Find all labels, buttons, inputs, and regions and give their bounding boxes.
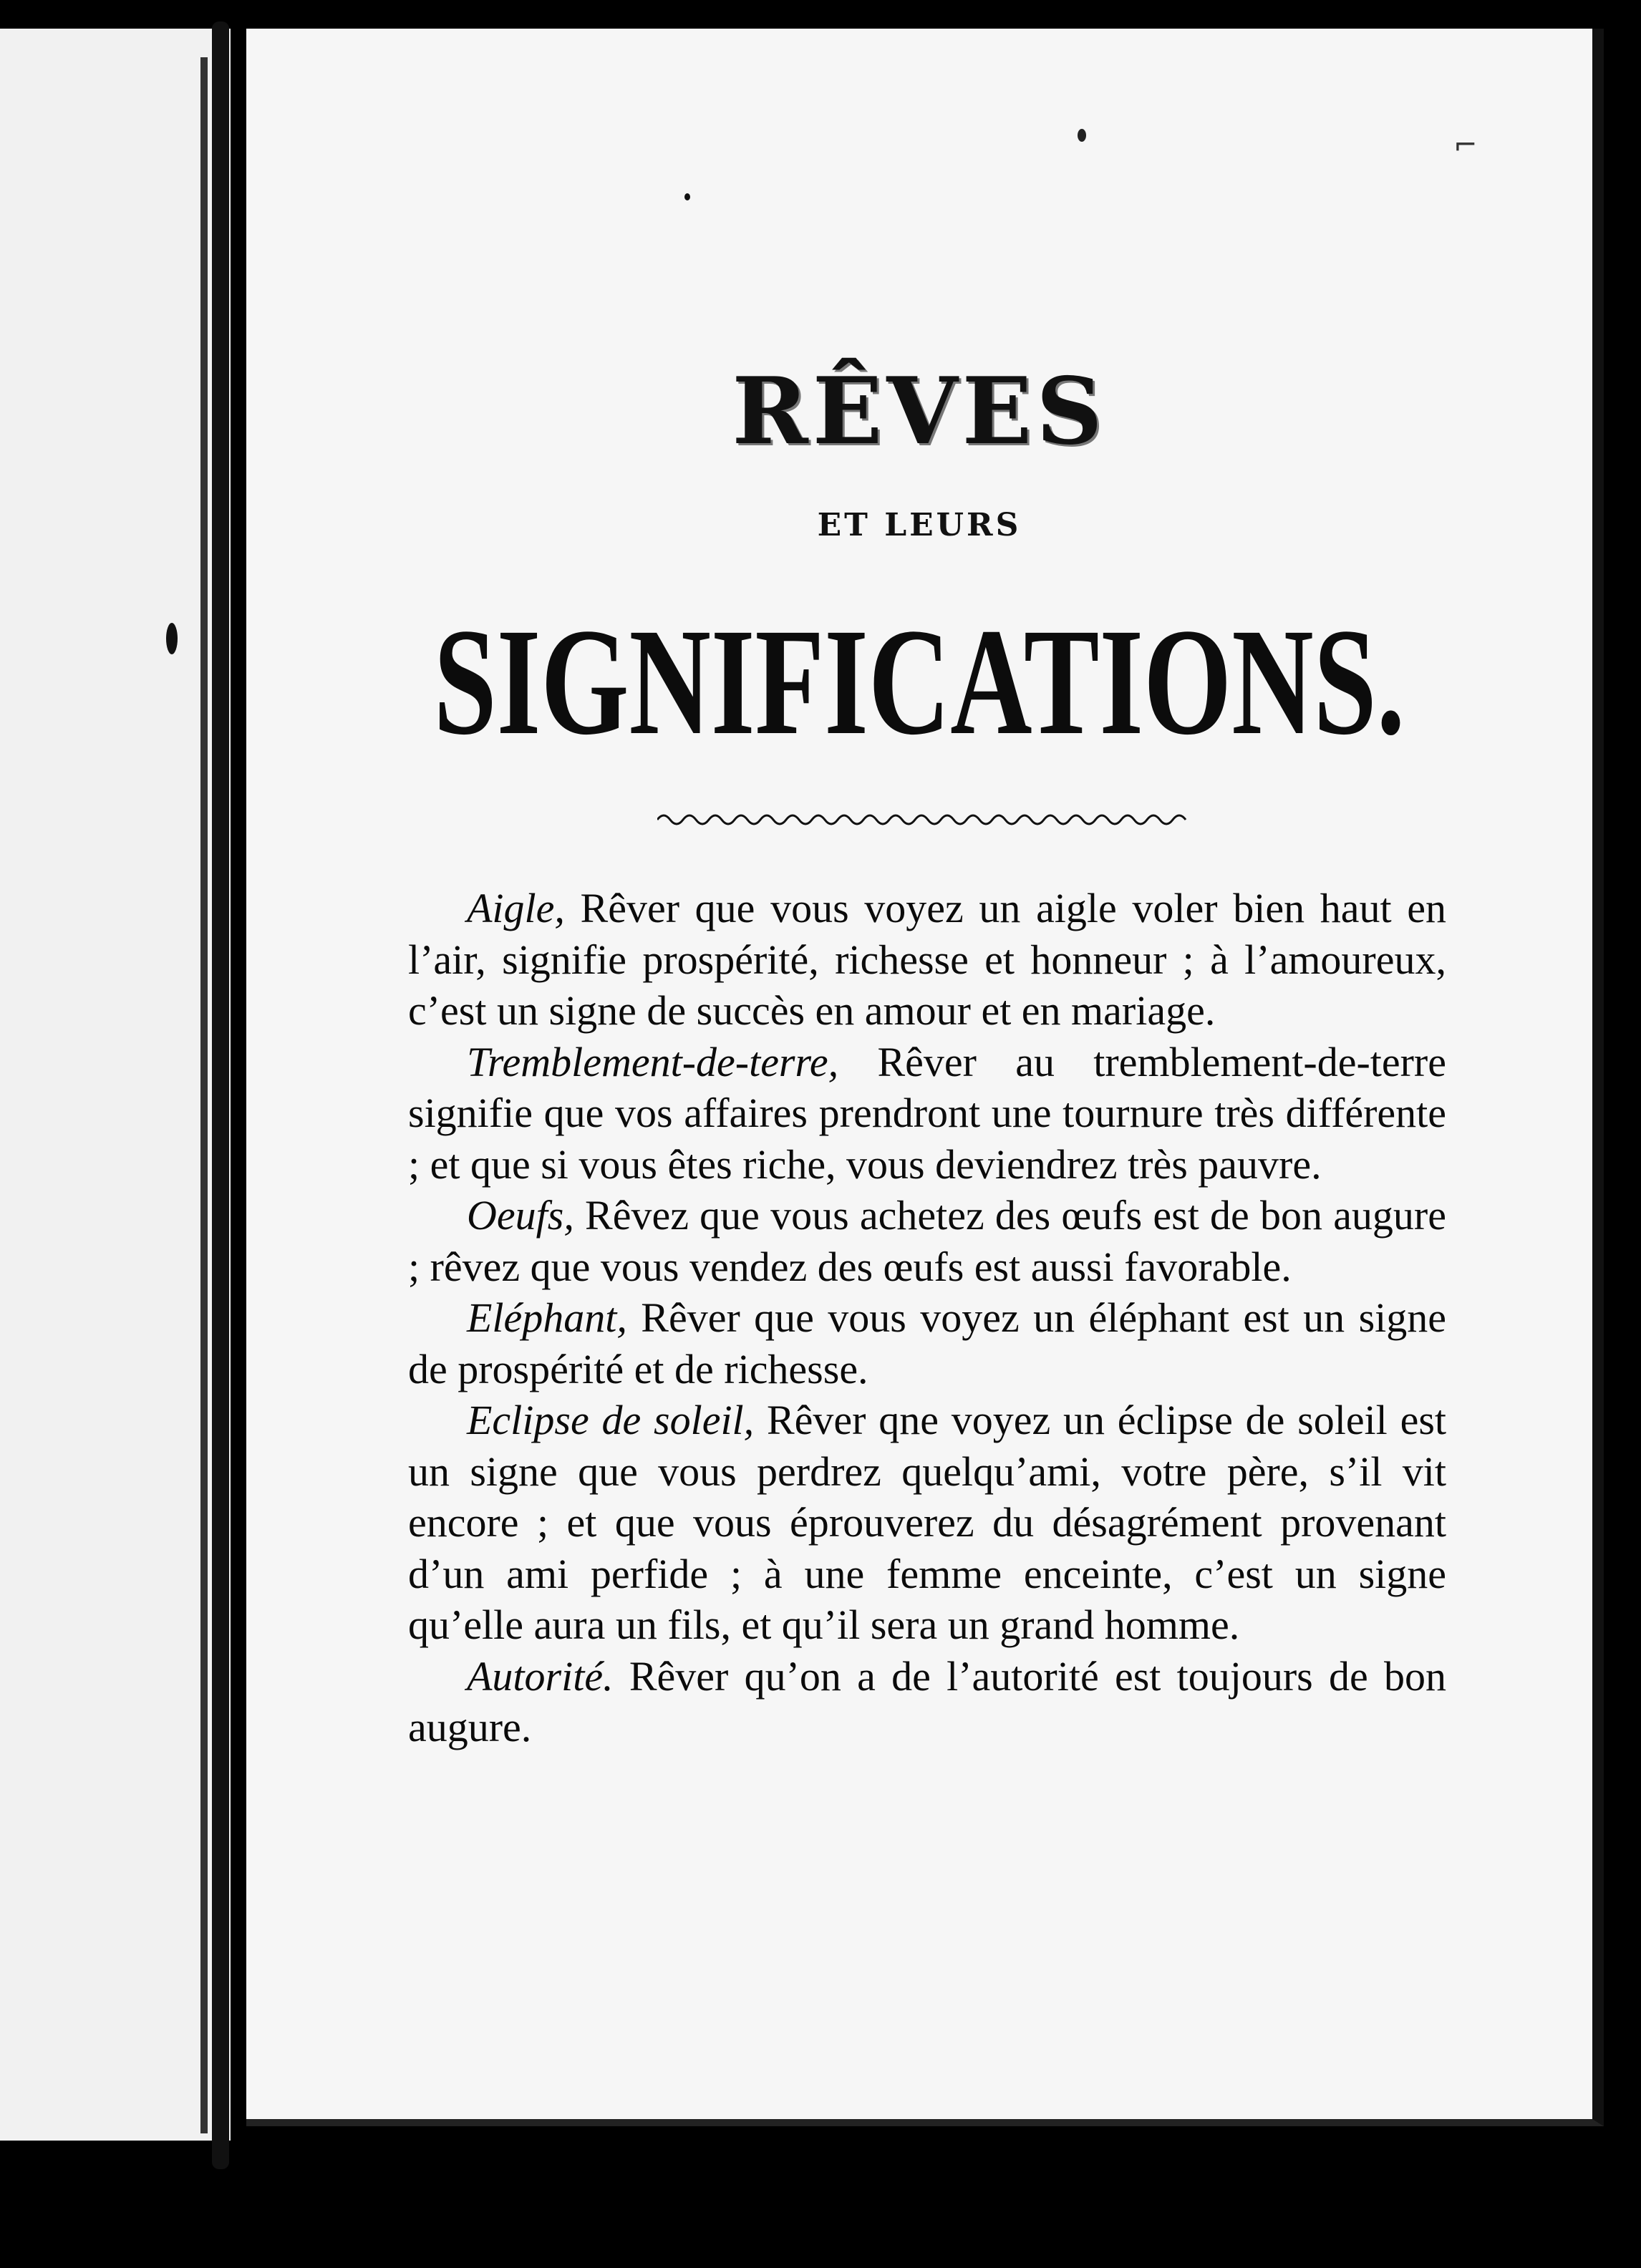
entry-aigle: [408, 883, 1446, 1037]
title-reves: RÊVES: [732, 358, 1107, 465]
entry-term: Eclipse de soleil,: [467, 1397, 755, 1443]
entry-text: Rêver au tremblement-de-terre signifie que vos affaires prendront une tournure très différente ; et que si vous êtes riche, vous deviendrez très pauvre.: [408, 1038, 1446, 1188]
entry-text: Rêver que vous voyez un éléphant est un signe de prospérité et de richesse.: [408, 1294, 1446, 1392]
book-spine: [212, 21, 229, 2169]
spine-shadow: [200, 57, 208, 2133]
entry-elephant: [408, 1292, 1446, 1395]
entry-autorite: [408, 1651, 1446, 1753]
entry-term: Tremblement-de-terre,: [467, 1038, 839, 1085]
wavy-rule-ornament: [657, 809, 1187, 830]
entry-eclipse-de-soleil: [408, 1395, 1446, 1651]
entry-term: Autorité.: [467, 1652, 614, 1700]
entry-text: Rêver qu’on a de l’autorité est toujours de bon augure.: [408, 1652, 1446, 1750]
title-block: [246, 0, 1592, 859]
entry-term: Eléphant,: [467, 1294, 627, 1341]
entry-text: Rêver qne voyez un éclipse de soleil est un signe que vous perdrez quelqu’ami, votre père, s’il vit encore ; et que vous éprouverez du désagrément provenant d’un ami perfide ; à une femme enceinte, c’est un signe qu’elle aura un fils, et qu’il sera un grand homme.: [408, 1397, 1446, 1648]
entry-text: Rêver que vous voyez un aigle voler bien haut en l’air, signifie prospérité, richesse et honneur ; à l’amoureux, c’est un signe de succès en amour et en mariage.: [408, 885, 1446, 1034]
entry-text: Rêvez que vous achetez des œufs est de bon augure ; rêvez que vous vendez des œufs est aussi favorable.: [408, 1192, 1446, 1290]
corner-mark: ⌐: [1453, 129, 1478, 162]
entry-term: Aigle,: [467, 885, 565, 931]
title-significations: SIGNIFICATIONS.: [433, 597, 1405, 767]
entry-oeufs: [408, 1190, 1446, 1292]
entry-tremblement-de-terre: [408, 1037, 1446, 1191]
entry-term: Oeufs,: [467, 1192, 574, 1239]
entries-body: [408, 883, 1446, 1753]
adjacent-page-strip: [0, 29, 231, 2141]
ink-speck: [684, 193, 690, 200]
title-et-leurs: ET LEURS: [817, 507, 1022, 543]
ink-speck: [166, 623, 178, 654]
